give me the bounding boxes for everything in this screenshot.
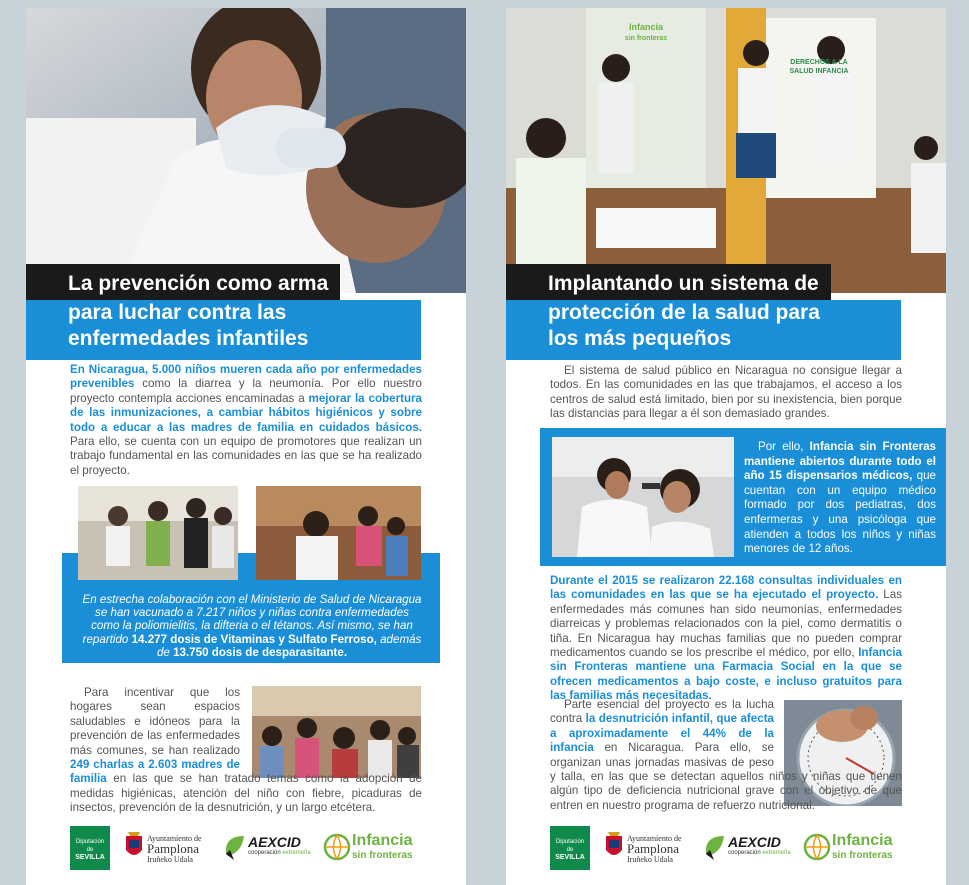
sevilla-logo-bottom: SEVILLA [75,854,105,861]
infancia-logo [322,826,422,870]
pamplona-line2: Pamplona [147,841,199,856]
pamplona-line2-right: Pamplona [627,841,679,856]
sevilla-logo [70,826,110,870]
vaccination-text [82,593,422,659]
aexcid-leaf-icon [222,832,248,862]
sevilla-logo-top-right: Diputación [555,839,585,845]
pamplona-logo-right [604,826,694,870]
clinic-highlight: Infancia sin Fronteras mantiene abiertos durante todo el año 15 dispensarios médicos, [744,440,936,483]
infancia-line2-right: sin fronteras [832,850,893,861]
consults-highlight-2: Infancia sin Fronteras mantiene una Farmacia Social en la que se ofrecen medicamentos a bajo coste, e incluso gratuitos para las familias más necesitadas. [550,646,902,703]
vaccine-highlight-3: 13.750 dosis de desparasitante. [173,645,348,659]
pamplona-logo [124,826,214,870]
sevilla-logo-mid: de [86,847,94,853]
infancia-logo-right [802,826,902,870]
aexcid-sub2-right: extremeña [762,850,791,856]
left-title-line-2: para luchar contra las [68,301,287,324]
left-panel [26,8,466,885]
intro-text-2: Para ello, se cuenta con un equipo de promotores que realizan un trabajo fundamental en las comunidades en las que se ha realizado el proyecto. [70,435,422,477]
clinic-text-1: Por ello, [758,440,810,453]
clinic-text-2: que cuentan con un equipo médico formado por dos pediatras, dos enfermeras y una psicóloga que atienden a todos los niños y niñas menores de 12 años. [744,469,936,556]
vaccine-highlight-1: se han vacunado a 7.217 niños y niñas [95,606,297,620]
consults-highlight-1: Durante el 2015 se realizaron 22.168 consultas individuales en las comunidades en las que se ha ejecutado el proyecto. [550,574,902,602]
left-title-lines-2-3 [26,300,421,360]
talks-text-2: en las que se han tratado temas como la adopción de medidas higiénicas, atención del niño con fiebre, picaduras de insectos, prevención de la desnutrición, y un largo etcétera. [70,772,422,815]
talks-highlight: 249 charlas a 2.603 madres de familia [70,758,240,786]
consults-text: Las enfermedades más comunes han sido neumonías, enfermedades diarreicas y problemas relacionados con la piel, como dermatitis o tiña. En Nicaragua hay muchas familias que no pueden comprar medicamentos cuando se los prescribe el médico, por ello, [550,588,902,660]
talks-paragraph [70,686,422,816]
infancia-globe-icon [802,832,832,862]
nutrition-text-2: en Nicaragua. Para ello, se organizan unas jornadas masivas de peso y talla, en las que se detectan aquellos niños y niñas que tienen algún tipo de deficiencia nutricional grave con el objetivo de que entren en nuestro programa de refuerzo nutricional. [550,741,902,812]
nutrition-paragraph [550,698,902,813]
photo-banner-rights: DERECHOS A LA SALUD INFANCIA [789,59,849,75]
infancia-globe-icon [322,832,352,862]
left-title-line-3: enfermedades infantiles [68,327,309,350]
pamplona-line3-right: Iruñeko Udala [627,855,673,864]
vaccine-highlight-2: 14.277 dosis de Vitaminas y Sulfato Ferroso, [131,632,377,646]
banner-infancia: Infancia [628,22,663,32]
photo-frame-1 [78,486,238,580]
intro-highlight-2: mejorar la cobertura de las inmunizaciones, a cambiar hábitos higiénicos y sobre todo a educar a las madres de familia en cuidados básicos. [70,391,422,434]
vaccine-text-3: además de [156,632,422,659]
left-logos [26,826,466,876]
nutrition-float-spacer [774,698,902,770]
aexcid-name: AEXCID [248,834,301,850]
aexcid-logo [222,826,314,870]
aexcid-sub1-right: cooperación [728,850,761,856]
consults-paragraph [550,574,902,704]
sevilla-logo-bottom-right: SEVILLA [555,854,585,861]
right-panel [506,8,946,885]
pamplona-shield-icon [604,832,624,862]
pamplona-line1-right: Ayuntamiento de [627,834,682,843]
infancia-line2: sin fronteras [352,850,413,861]
right-title-line-2: protección de la salud para [548,301,820,324]
photo-child-measurement [506,8,946,293]
right-logos [506,826,946,876]
infancia-line1: Infancia [352,832,413,849]
right-title-line-3: los más pequeños [548,327,732,350]
left-title [26,264,421,360]
vaccine-text-2: contra enfermedades como la poliomielitis, la difteria o el tétanos. Así mismo, se han repartido [82,606,413,646]
aexcid-name-right: AEXCID [728,834,781,850]
aexcid-leaf-icon [702,832,728,862]
clinic-text [744,440,936,557]
pamplona-line3: Iruñeko Udala [147,855,193,864]
banner-sin-fronteras: sin fronteras [624,35,668,42]
sevilla-logo-top: Diputación [75,839,105,845]
right-intro-paragraph: El sistema de salud público en Nicaragua no consigue llegar a todos. En las comunidades en las que trabajamos, el acceso a los centros de salud está limitado, bien por su inexistencia, bien porque las distancias para llegar a él son demasiado grandes. [550,364,902,421]
intro-text-1: como la diarrea y la neumonía. Por ello nuestro proyecto contempla acciones encaminadas a [70,377,422,405]
aexcid-sub2: extremeña [282,850,311,856]
intro-highlight-1: En Nicaragua, 5.000 niños mueren cada año por enfermedades prevenibles [70,363,422,391]
photo-frame-2 [256,486,421,580]
pamplona-line1: Ayuntamiento de [147,834,202,843]
left-title-line-1: La prevención como arma [26,264,340,300]
sevilla-logo-right [550,826,590,870]
vaccine-text-1: En estrecha colaboración con el Ministerio de Salud de Nicaragua [82,593,422,606]
photo-banner-text [586,22,706,44]
right-title [506,264,901,360]
right-title-line-1: Implantando un sistema de [506,264,831,300]
pamplona-shield-icon [124,832,144,862]
nutrition-text-1: Parte esencial del proyecto es la lucha contra [550,698,774,726]
aexcid-logo-right [702,826,794,870]
aexcid-sub1: cooperación [248,850,281,856]
sevilla-logo-mid-right: de [566,847,574,853]
talks-text-1: Para incentivar que los hogares sean espacios saludables e idóneos para la prevención de las enfermedades más comunes, se han realizado [70,686,240,757]
nutrition-highlight: la desnutrición infantil, que afecta a aproximadamente el 44% de la infancia [550,712,774,755]
left-intro-paragraph [70,363,422,478]
photo-child-ear-exam [552,437,734,557]
photo-dentist-exam [26,8,466,293]
talks-float-spacer [240,686,422,772]
right-title-lines-2-3 [506,300,901,360]
infancia-line1-right: Infancia [832,832,893,849]
clinic-box [540,428,946,566]
